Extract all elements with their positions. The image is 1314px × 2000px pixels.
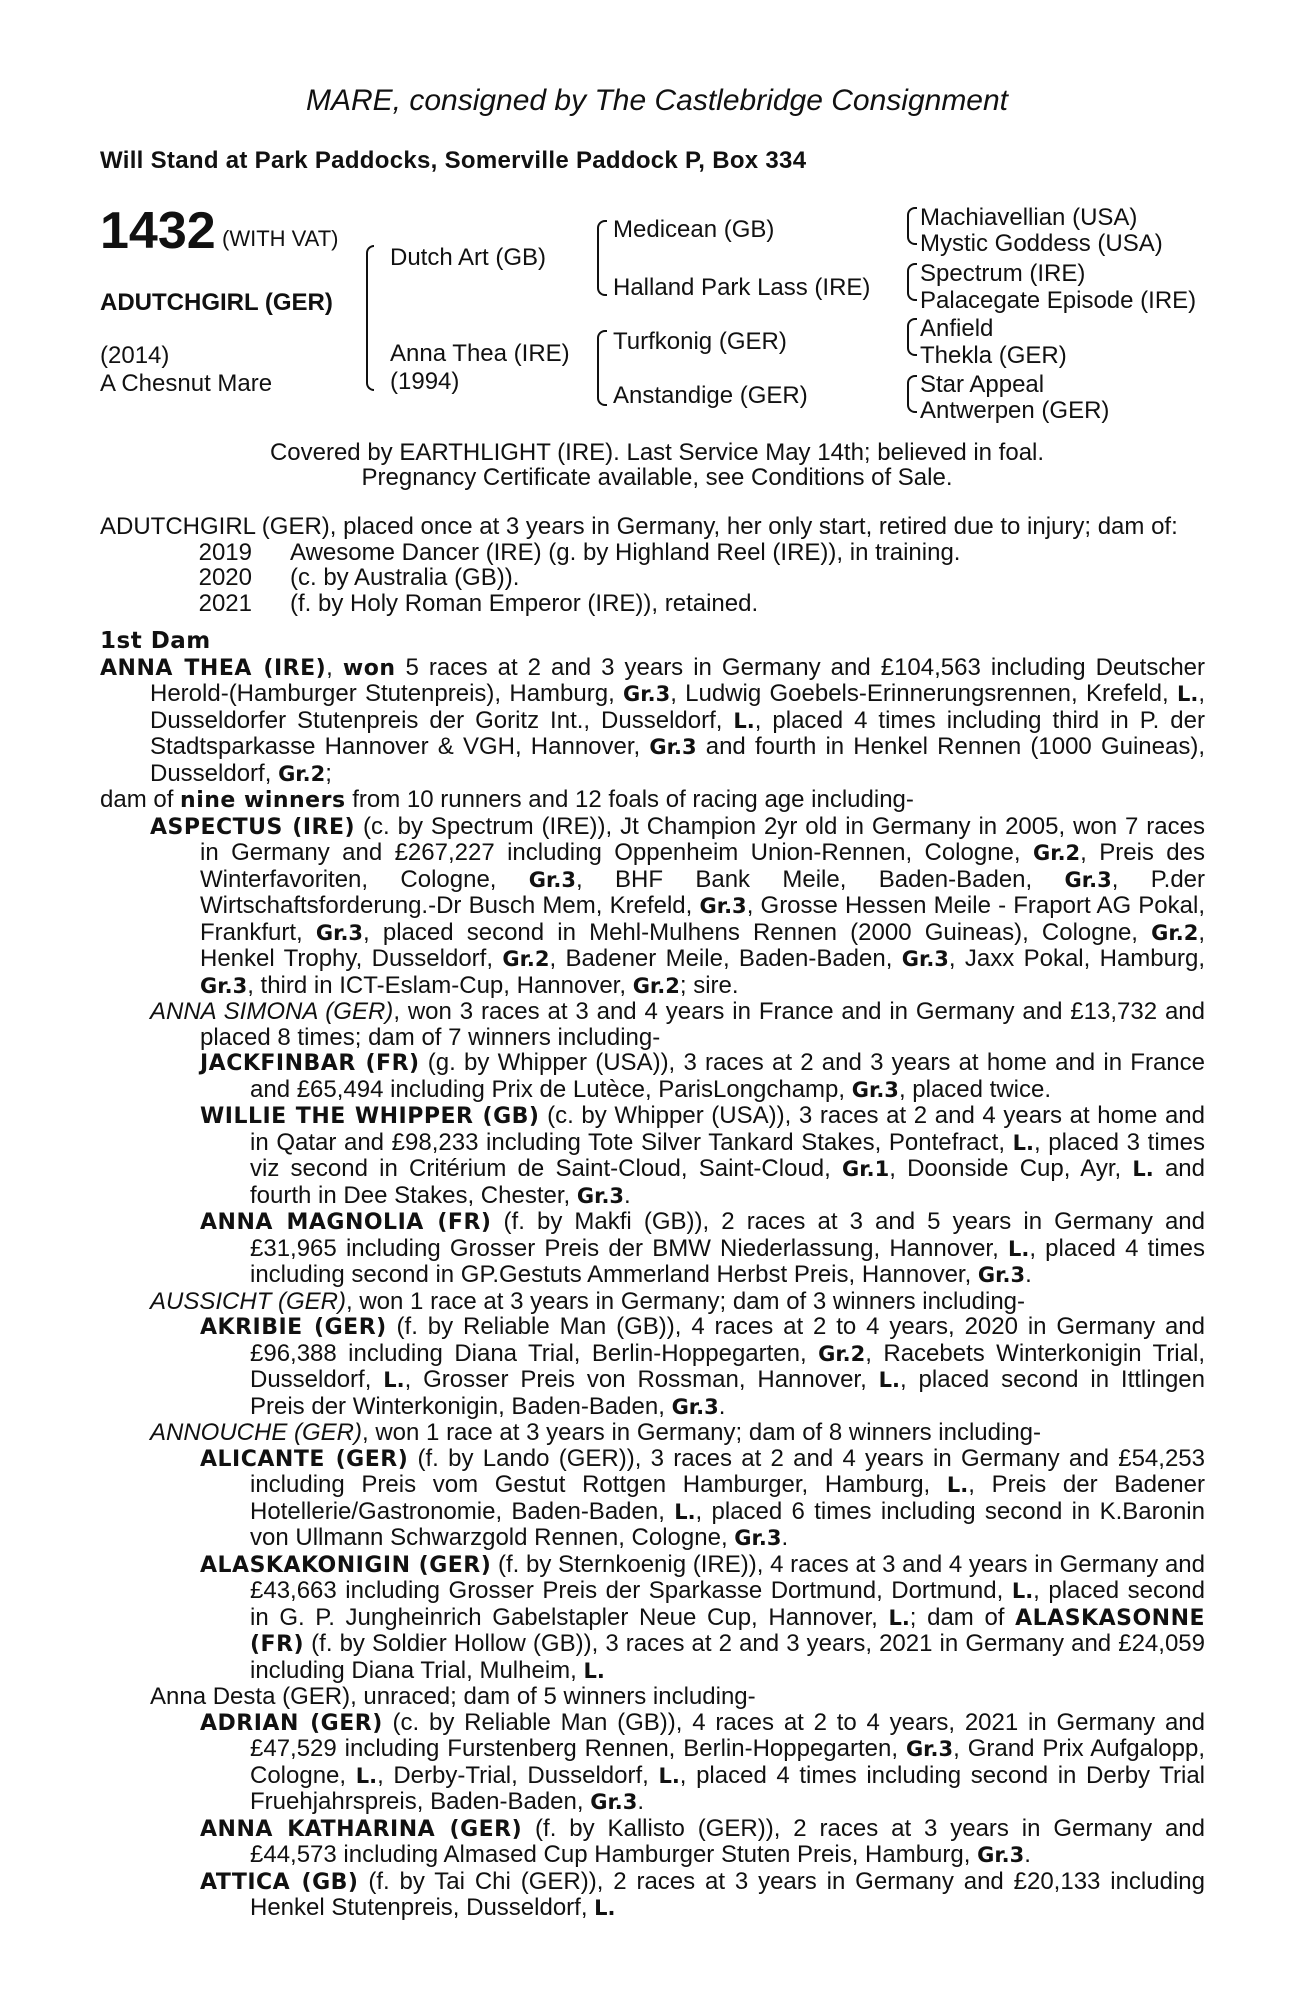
produce-aussicht: AUSSICHT (GER), won 1 race at 3 years in Germany; dam of 3 winners including- bbox=[150, 1287, 1025, 1315]
produce-aspectus: ASPECTUS (IRE) (c. by Spectrum (IRE)), Jt Champion 2yr old in Germany in 2005, won 7 races in Germany and £267,227 including Oppenheim Union-Rennen, Cologne, Gr.2, Preis des Winterfavoriten, Cologne, Gr.3, BHF Bank Meile, Baden-Baden, Gr.3, P.der Wirtschaftsforderung.-Dr Busch Mem, Krefeld, Gr.3, Grosse Hessen Meile - Fraport AG Pokal, Frankfurt, Gr.3, placed second in Mehl-Mulhens Rennen (2000 Guineas), Cologne, Gr.2, Henkel Trophy, Dusseldorf, Gr.2, Badener Meile, Baden-Baden, Gr.3, Jaxx Pokal, Hamburg, Gr.3, third in ICT-Eslam-Cup, Hannover, Gr.2; sire. bbox=[150, 812, 1206, 999]
first-dam-title: 1st Dam bbox=[100, 628, 211, 654]
produce-alaskakonigin: ALASKAKONIGIN (GER) (f. by Sternkoenig (IRE)), 4 races at 3 and 4 years in Germany and £43,663 including Grosser Preis der Sparkasse Dortmund, Dortmund, L., placed second in G. P. Jungheinrich Gabelstapler Neue Cup, Hannover, L.; dam of ALASKASONNE (FR) (f. by Soldier Hollow (GB)), 3 races at 2 and 3 years, 2021 in Germany and £24,059 including Diana Trial, Mulheim, L. bbox=[200, 1550, 1206, 1684]
pedigree-dam-year: (1994) bbox=[390, 368, 460, 395]
horse-info bbox=[100, 342, 272, 398]
pedigree-brace-g34 bbox=[907, 263, 917, 301]
progeny-text: (f. by Holy Roman Emperor (IRE)), retained. bbox=[290, 589, 759, 617]
vat-label: (WITH VAT) bbox=[222, 226, 339, 251]
progeny-year: 2019 bbox=[198, 538, 252, 566]
pedigree-g3: Spectrum (IRE) bbox=[920, 260, 1086, 287]
produce-willie-the-whipper: WILLIE THE WHIPPER (GB) (c. by Whipper (USA)), 3 races at 2 and 4 years at home and in Qatar and £98,233 including Tote Silver Tankard Stakes, Pontefract, L., placed 3 times viz second in Critérium de Saint-Cloud, Saint-Cloud, Gr.1, Doonside Cup, Ayr, L. and fourth in Dee Stakes, Chester, Gr.3. bbox=[200, 1102, 1205, 1209]
summary-paragraph: ADUTCHGIRL (GER), placed once at 3 years in Germany, her only start, retired due to injury; dam of: bbox=[100, 513, 1178, 540]
pedigree-g6: Thekla (GER) bbox=[920, 342, 1067, 369]
produce-anna-magnolia: ANNA MAGNOLIA (FR) (f. by Makfi (GB)), 2 races at 3 and 5 years in Germany and £31,965 including Grosser Preis der BMW Niederlassung, Hannover, L., placed 4 times including second in GP.Gestuts Ammerland Herbst Preis, Hannover, Gr.3. bbox=[200, 1208, 1205, 1288]
catalogue-body bbox=[100, 514, 1205, 1922]
progeny-text: (c. by Australia (GB)). bbox=[290, 564, 520, 591]
progeny-text: Awesome Dancer (IRE) (g. by Highland Reel (IRE)), in training. bbox=[290, 538, 961, 566]
produce-alicante: ALICANTE (GER) (f. by Lando (GER)), 3 races at 2 and 4 years in Germany and £54,253 including Preis vom Gestut Rottgen Hamburger, Hamburg, L., Preis der Badener Hotellerie/Gastronomie, Baden-Baden, L., placed 6 times including second in K.Baronin von Ullmann Schwarzgold Rennen, Cologne, Gr.3. bbox=[200, 1444, 1205, 1551]
lot-number: 1432 bbox=[100, 202, 216, 260]
pedigree-sire: Dutch Art (GB) bbox=[390, 244, 547, 271]
pedigree-g2: Mystic Goddess (USA) bbox=[920, 230, 1163, 257]
pedigree-brace-dam bbox=[597, 330, 607, 406]
stand-location: Will Stand at Park Paddocks, Somerville Paddock P, Box 334 bbox=[100, 147, 807, 174]
produce-jackfinbar: JACKFINBAR (FR) (g. by Whipper (USA)), 3 races at 2 and 3 years at home and in France and £65,494 including Prix de Lutèce, ParisLongchamp, Gr.3, placed twice. bbox=[200, 1049, 1205, 1103]
pedigree-brace-sire bbox=[597, 220, 607, 296]
pregnancy-note: Pregnancy Certificate available, see Conditions of Sale. bbox=[361, 464, 953, 491]
produce-adrian: ADRIAN (GER) (c. by Reliable Man (GB)), 4 races at 2 to 4 years, 2021 in Germany and £47,529 including Furstenberg Rennen, Berlin-Hoppegarten, Gr.3, Grand Prix Aufgalopp, Cologne, L., Derby-Trial, Dusseldorf, L., placed 4 times including second in Derby Trial Fruehjahrspreis, Baden-Baden, Gr.3. bbox=[200, 1708, 1205, 1815]
pedigree-g5: Anfield bbox=[920, 315, 994, 342]
horse-year: (2014) bbox=[100, 342, 170, 369]
progeny-row bbox=[100, 540, 1205, 566]
pedigree-g7: Star Appeal bbox=[920, 371, 1045, 398]
produce-anna-katharina: ANNA KATHARINA (GER) (f. by Kallisto (GER)), 2 races at 3 years in Germany and £44,573 including Almased Cup Hamburger Stuten Preis, Hamburg, Gr.3. bbox=[200, 1814, 1205, 1868]
pedigree-brace-g12 bbox=[907, 207, 917, 245]
progeny-row bbox=[100, 565, 1205, 591]
dam-produce-line: dam of nine winners from 10 runners and 12 foals of racing age including- bbox=[100, 786, 914, 813]
progeny-row bbox=[100, 591, 1205, 617]
progeny-year: 2021 bbox=[198, 589, 252, 617]
horse-name: ADUTCHGIRL (GER) bbox=[100, 289, 333, 316]
horse-description: A Chesnut Mare bbox=[100, 370, 273, 397]
progeny-year: 2020 bbox=[198, 564, 252, 591]
produce-akribie: AKRIBIE (GER) (f. by Reliable Man (GB)), 4 races at 2 to 4 years, 2020 in Germany and £96,388 including Diana Trial, Berlin-Hoppegarten, Gr.2, Racebets Winterkonigin Trial, Dusseldorf, L., Grosser Preis von Rossman, Hannover, L., placed second in Ittlingen Preis der Winterkonigin, Baden-Baden, Gr.3. bbox=[200, 1313, 1205, 1420]
produce-attica: ATTICA (GB) (f. by Tai Chi (GER)), 2 races at 3 years in Germany and £20,133 including Henkel Stutenpreis, Dusseldorf, L. bbox=[200, 1867, 1205, 1921]
produce-anna-simona: ANNA SIMONA (GER), won 3 races at 3 and 4 years in France and in Germany and £13,732 and placed 8 times; dam of 7 winners including- bbox=[150, 998, 1205, 1051]
pedigree-g4: Palacegate Episode (IRE) bbox=[920, 287, 1197, 314]
pedigree-brace-main bbox=[366, 245, 374, 391]
pedigree-g8: Antwerpen (GER) bbox=[920, 397, 1110, 424]
pedigree-dam: Anna Thea (IRE) bbox=[390, 340, 570, 367]
catalogue-heading: MARE, consigned by The Castlebridge Consignment bbox=[305, 84, 1009, 117]
produce-anna-desta: Anna Desta (GER), unraced; dam of 5 winners including- bbox=[150, 1683, 756, 1710]
pedigree-sire-sire: Medicean (GB) bbox=[613, 216, 775, 243]
dam-entry-anna-thea: ANNA THEA (IRE), won 5 races at 2 and 3 years in Germany and £104,563 including Deutscher Herold-(Hamburger Stutenpreis), Hamburg, Gr.3, Ludwig Goebels-Erinnerungsrennen, Krefeld, L., Dusseldorfer Stutenpreis der Goritz Int., Dusseldorf, L., placed 4 times including third in P. der Stadtsparkasse Hannover & VGH, Hannover, Gr.3 and fourth in Henkel Rennen (1000 Guineas), Dusseldorf, Gr.2; bbox=[100, 653, 1206, 787]
produce-annouche: ANNOUCHE (GER), won 1 race at 3 years in Germany; dam of 8 winners including- bbox=[150, 1419, 1041, 1446]
pedigree-dam-sire: Turfkonig (GER) bbox=[613, 328, 787, 355]
pedigree-brace-g56 bbox=[907, 318, 917, 356]
covered-note: Covered by EARTHLIGHT (IRE). Last Service May 14th; believed in foal. bbox=[269, 439, 1045, 466]
pedigree-dam-dam: Anstandige (GER) bbox=[613, 382, 808, 409]
pedigree-g1: Machiavellian (USA) bbox=[920, 204, 1138, 231]
pedigree-sire-dam: Halland Park Lass (IRE) bbox=[613, 274, 871, 301]
pedigree-brace-g78 bbox=[907, 375, 917, 413]
